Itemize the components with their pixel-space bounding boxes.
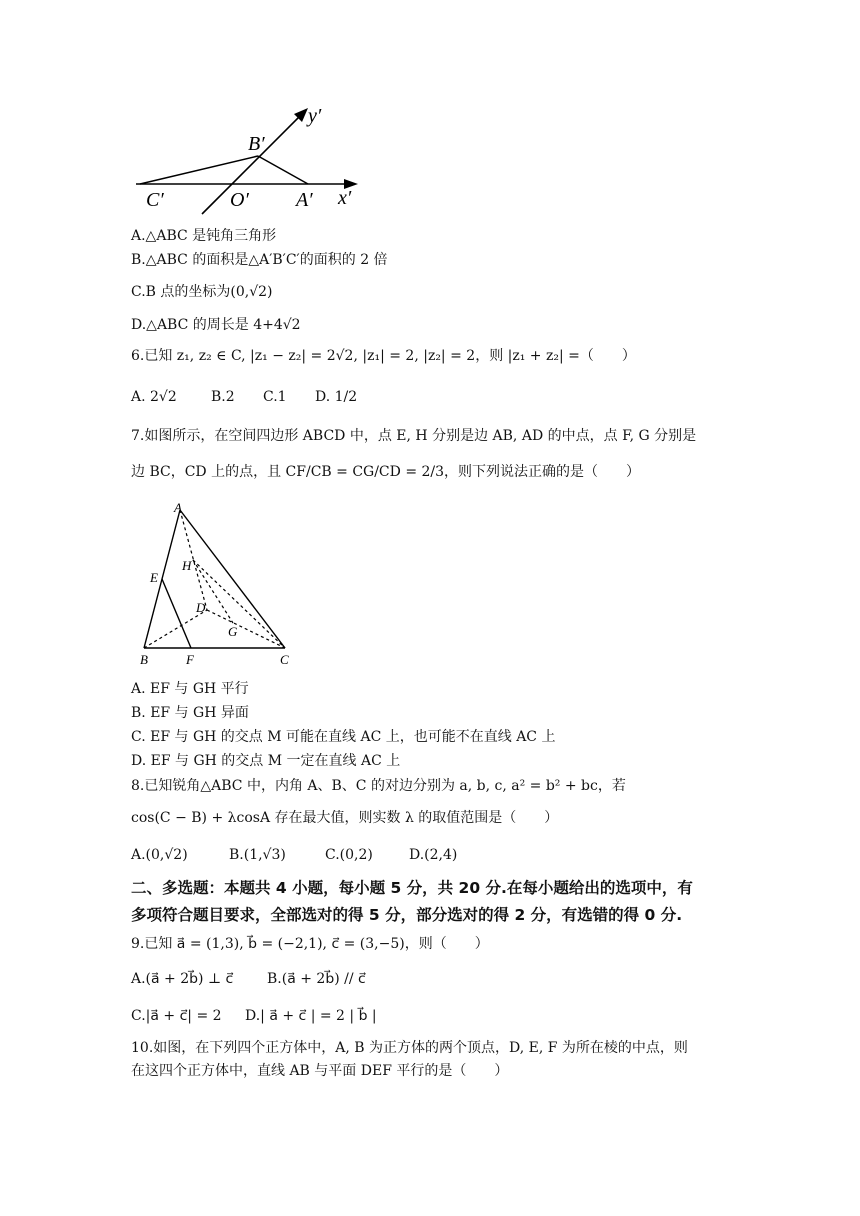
section2-heading-line1: 二、多选题：本题共 4 小题，每小题 5 分，共 20 分.在每小题给出的选项中，有 [131, 879, 693, 897]
q6-option-a: A. 2√2 [131, 389, 177, 405]
q8-option-a: A.(0,√2) [131, 847, 188, 863]
fig2-label-h: H [182, 558, 192, 573]
q9-options-row2 [131, 1006, 377, 1026]
q7-option-d: D. EF 与 GH 的交点 M 一定在直线 AC 上 [131, 753, 401, 769]
q7-stem-line2: 边 BC，CD 上的点，且 CF/CB = CG/CD = 2/3，则下列说法正确的是（ ） [131, 464, 641, 480]
q7-option-a: A. EF 与 GH 平行 [131, 681, 249, 697]
section2-heading-line2: 多项符合题目要求，全部选对的得 5 分，部分选对的得 2 分，有选错的得 0 分. [131, 906, 683, 924]
fig2-label-c: C [280, 652, 289, 667]
fig2-label-d: D [196, 600, 206, 615]
q5-option-d: D.△ABC 的周长是 4+4√2 [131, 317, 301, 333]
q9-option-b: B.(a⃗ + 2b⃗) // c⃗ [267, 971, 366, 987]
q6-option-c: C.1 [263, 389, 287, 405]
q9-option-d: D.| a⃗ + c⃗ | = 2 | b⃗ | [245, 1008, 377, 1024]
tetrahedron-figure [130, 500, 300, 670]
q5-option-c: C.B 点的坐标为(0,√2) [131, 284, 273, 300]
fig2-label-e: E [150, 570, 158, 585]
fig2-label-a: A [174, 500, 182, 515]
q7-stem-line1: 7.如图所示，在空间四边形 ABCD 中，点 E, H 分别是边 AB, AD 的中点，点 F, G 分别是 [131, 428, 697, 444]
fig1-label-o: O′ [230, 189, 249, 211]
fig1-label-a: A′ [296, 189, 313, 211]
q7-option-c: C. EF 与 GH 的交点 M 可能在直线 AC 上，也可能不在直线 AC 上 [131, 729, 556, 745]
q8-stem-line2: cos(C − B) + λcosA 存在最大值，则实数 λ 的取值范围是（ ） [131, 810, 559, 826]
q6-option-b: B.2 [211, 389, 235, 405]
q10-stem-line2: 在这四个正方体中，直线 AB 与平面 DEF 平行的是（ ） [131, 1063, 509, 1079]
q5-option-a: A.△ABC 是钝角三角形 [131, 228, 277, 244]
fig1-label-b: B′ [248, 133, 265, 155]
fig1-label-c: C′ [146, 189, 164, 211]
q8-stem-line1: 8.已知锐角△ABC 中，内角 A、B、C 的对边分别为 a, b, c, a² = b² + bc，若 [131, 778, 626, 794]
q8-option-b: B.(1,√3) [229, 847, 286, 863]
q9-stem: 9.已知 a⃗ = (1,3), b⃗ = (−2,1), c⃗ = (3,−5)，则（ ） [131, 936, 489, 952]
oblique-axes-figure [130, 100, 370, 220]
q9-option-c: C.|a⃗ + c⃗| = 2 [131, 1008, 222, 1024]
q7-option-b: B. EF 与 GH 异面 [131, 705, 249, 721]
q6-stem: 6.已知 z₁, z₂ ∈ C, |z₁ − z₂| = 2√2, |z₁| = 2, |z₂| = 2，则 |z₁ + z₂| =（ ） [131, 348, 636, 364]
q8-option-c: C.(0,2) [325, 847, 373, 863]
q8-options [131, 845, 457, 865]
q10-stem-line1: 10.如图，在下列四个正方体中，A, B 为正方体的两个顶点，D, E, F 为所在棱的中点，则 [131, 1040, 688, 1056]
q9-options-row1 [131, 969, 366, 989]
q6-options [131, 387, 357, 407]
fig2-label-b: B [140, 652, 148, 667]
q9-option-a: A.(a⃗ + 2b⃗) ⊥ c⃗ [131, 971, 234, 987]
fig1-label-x: x′ [338, 187, 352, 209]
q6-option-d: D. 1/2 [315, 389, 358, 405]
q8-option-d: D.(2,4) [409, 847, 458, 863]
fig2-label-g: G [228, 624, 238, 639]
q5-option-b: B.△ABC 的面积是△A′B′C′的面积的 2 倍 [131, 252, 388, 268]
fig2-label-f: F [186, 652, 194, 667]
fig1-label-y: y′ [308, 105, 322, 127]
